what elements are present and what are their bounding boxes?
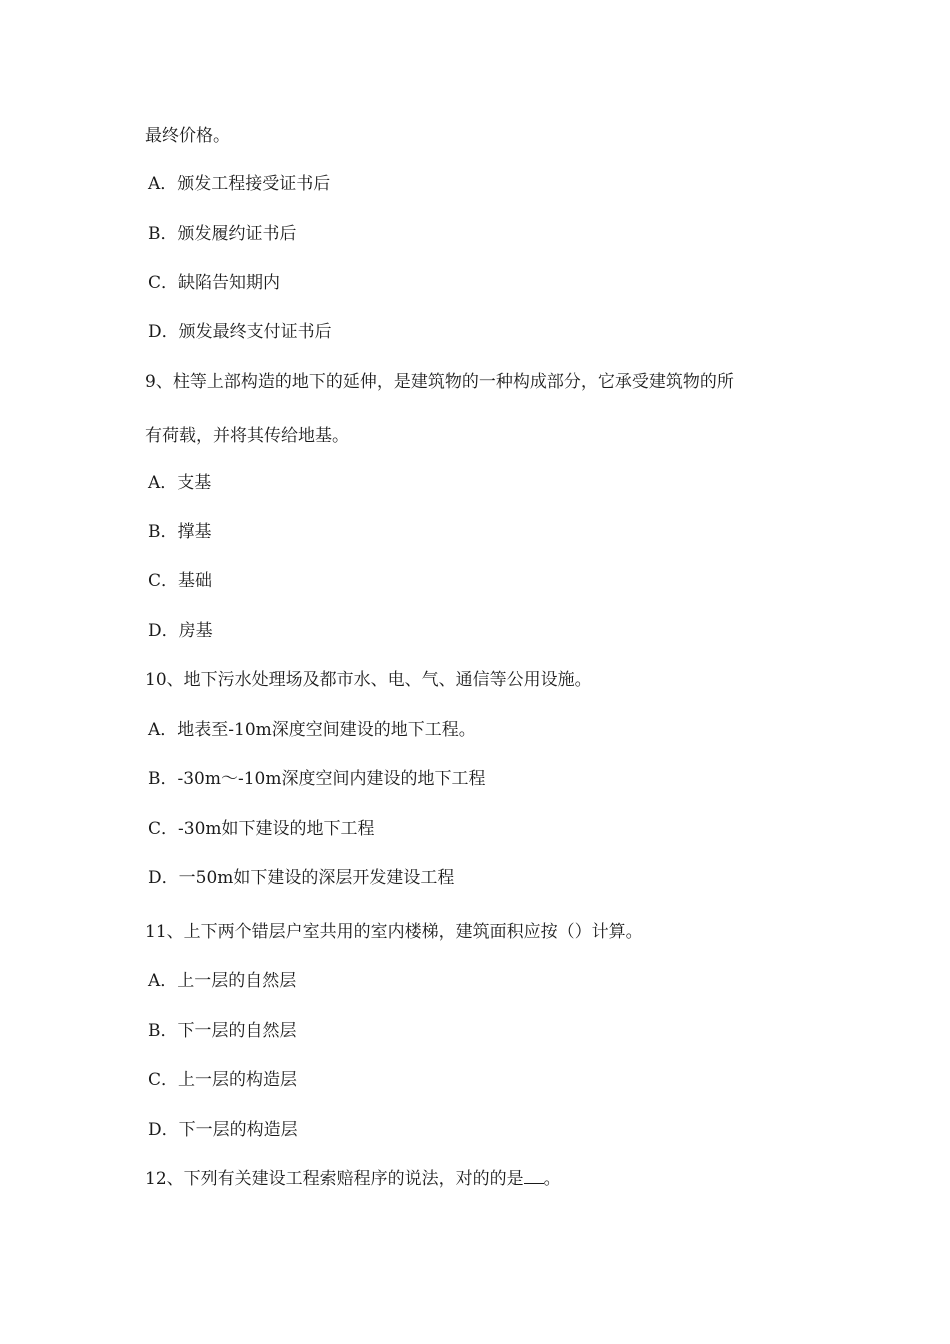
question-10-option-c: C．-30m如下建设的地下工程 — [148, 819, 375, 839]
question-8-option-c: C．缺陷告知期内 — [148, 273, 281, 293]
question-9-option-a: A．支基 — [148, 473, 212, 493]
question-8-option-d: D．颁发最终支付证书后 — [148, 322, 332, 342]
answer-blank — [524, 1167, 544, 1184]
question-12-stem-punct: 。 — [543, 1169, 561, 1189]
question-10-option-b: B．-30m～-10m深度空间内建设的地下工程 — [148, 769, 486, 789]
question-12-stem — [145, 1167, 561, 1191]
question-8-option-b: B．颁发履约证书后 — [148, 224, 297, 244]
question-11-stem: 11、上下两个错层户室共用的室内楼梯，建筑面积应按（）计算。 — [145, 922, 643, 942]
question-9-option-b: B．撑基 — [148, 522, 212, 542]
question-9-option-d: D．房基 — [148, 621, 213, 641]
question-10-option-d: D．一50m如下建设的深层开发建设工程 — [148, 868, 455, 888]
question-11-option-b: B．下一层的自然层 — [148, 1021, 297, 1041]
question-11-option-c: C．上一层的构造层 — [148, 1070, 298, 1090]
question-9-stem-line-1: 9、柱等上部构造的地下的延伸，是建筑物的一种构成部分，它承受建筑物的所 — [145, 372, 734, 392]
question-8-stem-end: 最终价格。 — [145, 126, 230, 146]
question-8-option-a: A．颁发工程接受证书后 — [148, 174, 331, 194]
question-9-option-c: C．基础 — [148, 571, 213, 591]
question-12-stem-text: 12、下列有关建设工程索赔程序的说法，对的的是 — [145, 1169, 524, 1189]
question-9-stem-line-2: 有荷载，并将其传给地基。 — [145, 426, 349, 446]
question-10-stem: 10、地下污水处理场及都市水、电、气、通信等公用设施。 — [145, 670, 592, 690]
question-10-option-a: A．地表至-10m深度空间建设的地下工程。 — [148, 720, 476, 740]
question-11-option-d: D．下一层的构造层 — [148, 1120, 298, 1140]
question-11-option-a: A．上一层的自然层 — [148, 971, 297, 991]
